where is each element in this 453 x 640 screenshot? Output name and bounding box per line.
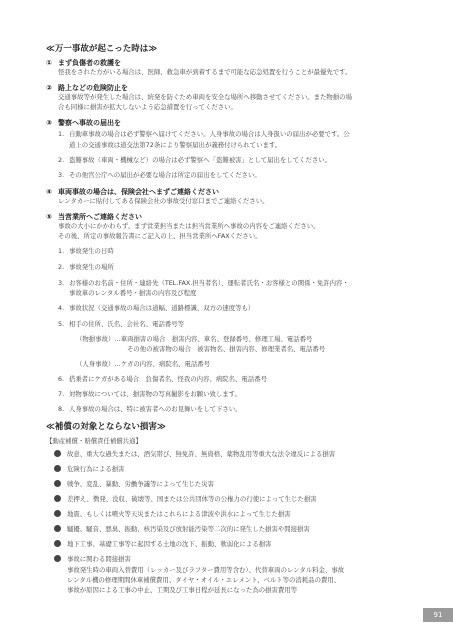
bullet-icon: [54, 555, 61, 562]
list-number: 3.: [58, 171, 65, 179]
list-item-continued: 事故車のレンタル番号・損害の内容及び程度: [69, 289, 197, 297]
bullet-icon: [54, 495, 61, 502]
paragraph-line: 合も同様に損害が拡大しないよう応急措置を行ってください。: [58, 103, 237, 111]
bullet-item: [54, 494, 317, 505]
list-text: 相手の住所、氏名、会社名、電話番号等: [69, 320, 185, 328]
list-item: [58, 319, 184, 328]
heading-text: 路上などの危険防止を: [58, 84, 128, 92]
section-title-accident: ≪万一事故が起こった時は≫: [46, 44, 158, 54]
bullet-text: 差押え、徴発、没収、破壊等、国または公共団体等の公権力の行使によって生じた損害: [67, 495, 317, 503]
bullet-item: [54, 539, 272, 550]
heading-text: 当営業所へご連絡ください: [58, 213, 142, 221]
list-item: [58, 246, 114, 255]
list-text: 人身事故の場合は、特に被害者へのお見舞いをして下さい。: [69, 405, 242, 413]
paragraph-line: 交通事故等が発生した場合は、続発を防ぐため車両を安全な場所へ移動させてください。また物損の場: [58, 93, 352, 101]
bullet-icon: [54, 465, 61, 472]
property-damage-line: （物損事故）…車両損害の場合 損害内容、車名、登録番号、修理工場、電話番号: [76, 335, 313, 343]
bullet-text: 危険行為による損害: [67, 465, 125, 473]
list-item: [58, 404, 242, 413]
list-text: 搭乗者にケガがある場合 負傷者名、怪我の内容、病院名、電話番号: [69, 375, 267, 383]
list-text: 自動車事故の場合は必ず警察へ届けてください。人身事故の場合は人身扱いの届出が必要です。公: [69, 130, 350, 138]
list-number: 2.: [58, 263, 65, 271]
heading-text: 車両事故の場合は、保険会社へまずご連絡ください: [58, 188, 219, 196]
bullet-icon: [54, 525, 61, 532]
heading-number: ④: [46, 188, 52, 196]
bullet-icon: [54, 450, 61, 457]
list-text: お客様のお名前・住所・連絡先（TEL.FAX.担当者名）、運転者氏名・お客様との関係・免許内容・: [69, 279, 349, 287]
bullet-text: 地下工事、基礎工事等に起因する土地の沈下、振動、軟弱化による損害: [67, 540, 272, 548]
heading-number: ②: [46, 84, 52, 92]
bullet-item-continued: 事故発生時の車両入替費用（レッカー及びラフター費用等含む）、代替車両のレンタル料金、事故: [67, 566, 345, 574]
list-text: 事故発生の日時: [69, 247, 114, 255]
list-item: [58, 303, 254, 312]
paragraph-line: その後、所定の事故報告書にご記入の上、担当営業所へFAXください。: [58, 232, 262, 240]
list-number: 6.: [58, 375, 65, 383]
list-number: 3.: [58, 279, 65, 287]
heading-text: まず負傷者の救護を: [58, 59, 121, 67]
heading-number: ⑤: [46, 213, 52, 221]
paragraph-rescue: 怪我をされた方がいる場合は、医師、救急車が到着するまで可能な応急処置を行うことが最優先です。: [58, 68, 352, 76]
bullet-item: [54, 524, 310, 535]
injury-line: （人身事故）…ケガの内容、病院名、電話番号: [76, 360, 211, 368]
bullet-item: [54, 554, 131, 565]
heading-police-report: [46, 118, 121, 128]
bullet-item-continued: レンタル機の修理期間休車補償費用、タイヤ・オイル・エレメント、ベルト等の消耗品の費用、: [67, 576, 341, 584]
list-text: 事故発生の場所: [69, 263, 114, 271]
list-text: その他官公庁への届出が必要な場合は所定の届出をしてください。: [69, 171, 261, 179]
bullet-icon: [54, 540, 61, 547]
category-label: 【動産補償・賠償責任補償共通】: [46, 437, 142, 445]
bullet-text: 事故に関わる間接損害: [67, 555, 131, 563]
page-number: 91: [423, 608, 453, 622]
bullet-text: 戦争、変乱、暴動、労働争議等によって生じた災害: [67, 480, 214, 488]
list-number: 8.: [58, 405, 65, 413]
list-text: 事故状況（交通事故の場合は道幅、道路標識、双方の速度等も）: [69, 304, 255, 312]
bullet-item: [54, 479, 214, 490]
list-text: 盗難事故（車両・機械など）の場合は必ず警察へ「盗難被害」として届出をしてください。: [69, 156, 332, 164]
paragraph-line: 事故の大小にかかわらず、まず営業担当または担当営業所へ事故の内容をご連絡ください。: [58, 222, 320, 230]
list-number: 2.: [58, 156, 65, 164]
bullet-icon: [54, 510, 61, 517]
bullet-text: 地震、もしくは噴火等天災またはこれらによる津波や洪水によって生じた損害: [67, 510, 291, 518]
list-item: [58, 262, 114, 271]
bullet-item: [54, 509, 291, 520]
list-number: 1.: [58, 247, 65, 255]
bullet-icon: [54, 480, 61, 487]
bullet-item-continued: 事故が原因による工事の中止、工期及び工事日程が延長になった為の損害費用等: [67, 586, 298, 594]
list-item: [58, 129, 350, 138]
bullet-item: [54, 449, 335, 460]
list-text: 対物事故については、損害物の写真撮影をお願い致します。: [69, 390, 241, 398]
bullet-text: 故意、重大な過失または、酒気帯び、無免許、無資格、薬物乱用等重大な法令違反による損害: [67, 450, 336, 458]
list-number: 7.: [58, 390, 65, 398]
list-item: [58, 278, 349, 287]
bullet-text: 騒擾、騒音、悪臭、振動、核汚染及び放射能汚染等二次的に発生した損害や間接損害: [67, 525, 310, 533]
heading-text: 警察へ事故の届出を: [58, 119, 121, 127]
heading-number: ①: [46, 59, 52, 67]
heading-number: ③: [46, 119, 52, 127]
list-item: [58, 389, 241, 398]
bullet-item: [54, 464, 125, 475]
list-item: [58, 374, 267, 383]
list-number: 5.: [58, 320, 65, 328]
list-item-continued: 道上の交通事故は道交法第72条により警察届出が義務付けられています。: [69, 141, 282, 149]
property-damage-line: その他の被害物の場合 被害物名、損害内容、修理業者名、電話番号: [127, 345, 326, 353]
paragraph-insurance: レンタカーに貼付してある保険会社の事故受付窓口までご連絡ください。: [58, 197, 269, 205]
list-item: [58, 170, 261, 179]
list-item: [58, 155, 331, 164]
list-number: 4.: [58, 304, 65, 312]
list-number: 1.: [58, 130, 65, 138]
section-title-exclusions: ≪補償の対象とならない損害≫: [46, 422, 166, 432]
